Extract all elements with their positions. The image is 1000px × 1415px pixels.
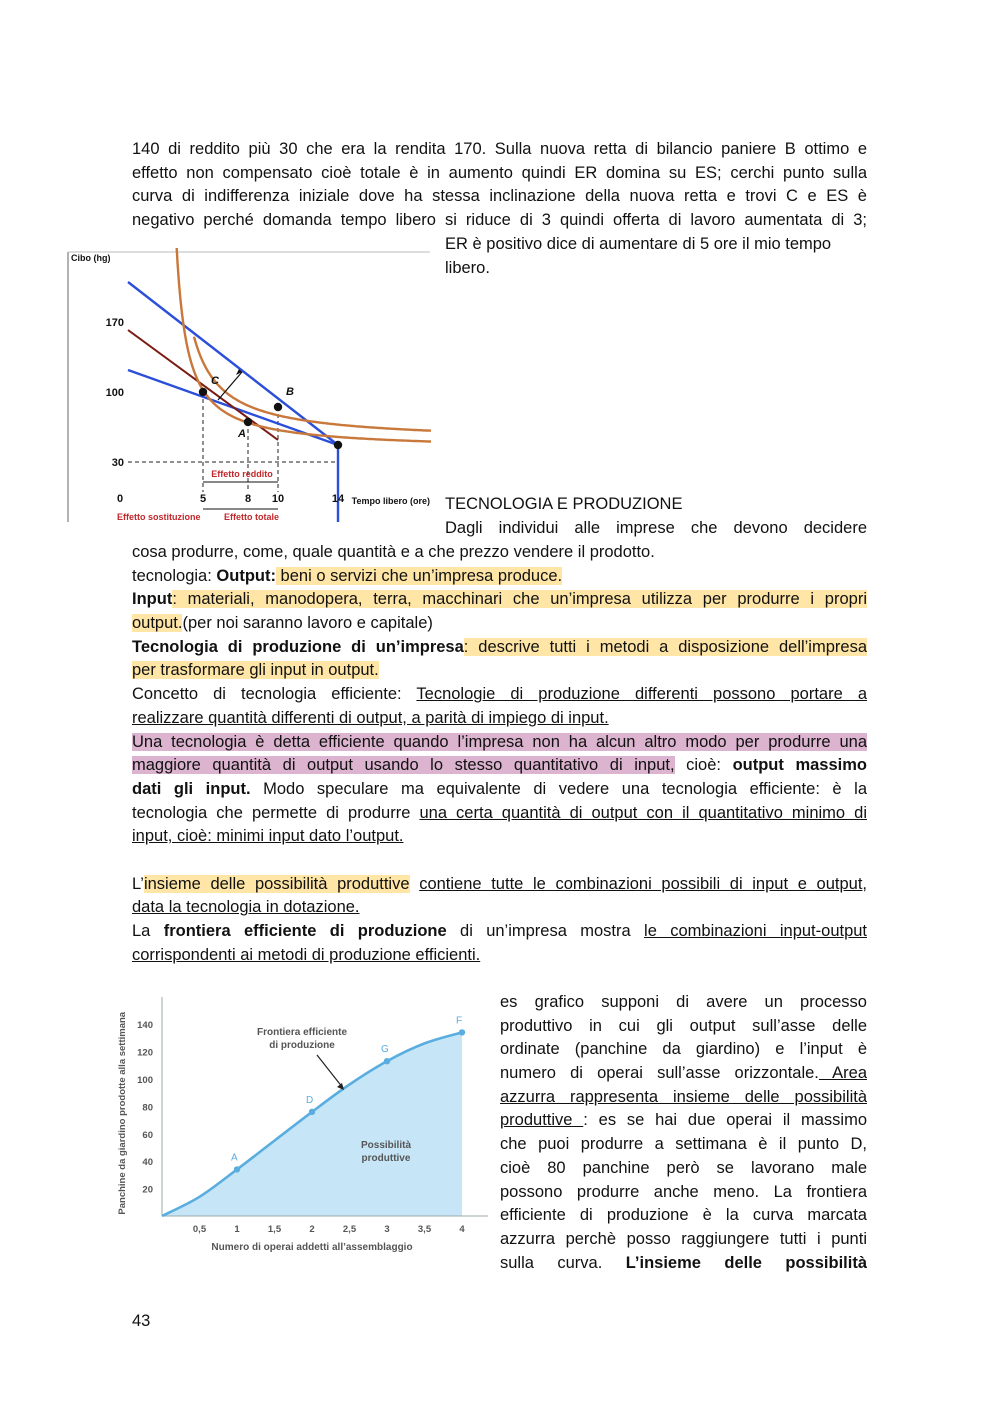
technology-definition [132, 636, 867, 660]
text-line: effetto non compensato cioè totale è in aumento quindi ER domina su ES; cerchi punto sulla [132, 163, 867, 182]
frontier-definition-cont [132, 944, 867, 968]
new-budget-line [128, 282, 338, 522]
frontier-point [384, 1058, 390, 1064]
text-line: cioè 80 panchine però se lavorano male [500, 1158, 867, 1177]
x-tick-label: 2 [309, 1224, 315, 1235]
text-line: che puoi produrre a settimana è il punto D, [500, 1135, 867, 1154]
bold-text: dati gli input. [132, 779, 251, 798]
indifference-curve-1 [175, 248, 432, 442]
text-line: ordinate (panchine da giardino) e l’input è [500, 1040, 867, 1059]
underlined-text: input, cioè: minimi input dato l’output. [132, 827, 404, 846]
point-marker [199, 388, 207, 396]
x-tick-label: 4 [459, 1224, 465, 1235]
technology-def: per trasformare gli input in output. [132, 661, 379, 680]
x-tick-label: 0 [116, 493, 124, 505]
point-label: B [286, 386, 294, 398]
input-def: : materiali, manodopera, terra, macchinari che un’impresa utilizza per produrre i propri [172, 590, 867, 609]
highlighted-text: insieme delle possibilità produttive [143, 874, 410, 893]
text-line [500, 1062, 867, 1086]
text-line: cosa produrre, come, quale quantità e a che prezzo vendere il prodotto. [132, 543, 655, 561]
text-span: sulla curva. [500, 1253, 626, 1272]
technology-term: Tecnologia di produzione di un’impresa [132, 637, 464, 656]
text-line [500, 1086, 867, 1110]
frontier-point [459, 1029, 465, 1035]
input-definition-cont [132, 612, 867, 636]
point-marker [334, 441, 342, 449]
y-tick-label: 100 [137, 1075, 153, 1086]
x-tick-label: 2,5 [342, 1224, 357, 1235]
bold-text: frontiera efficiente di produzione [163, 922, 447, 940]
bold-text: L’insieme delle possibilità [625, 1253, 867, 1272]
text-line: ER è positivo dice di aumentare di 5 ore il mio tempo [445, 235, 832, 253]
y-tick-label: 140 [137, 1020, 153, 1032]
efficient-tech-concept [132, 683, 867, 707]
text-span: Concetto di tecnologia efficiente: [132, 685, 417, 704]
x-tick-label: 1,5 [267, 1224, 282, 1235]
frontier-point [309, 1109, 315, 1115]
point-marker [244, 418, 252, 426]
text-line: possono produrre anche meno. La frontiera [500, 1182, 867, 1201]
leisure-consumption-chart [66, 248, 432, 528]
production-set-definition-cont [132, 896, 867, 920]
y-tick-label: 60 [142, 1129, 153, 1141]
x-axis-label: Numero di operai addetti all’assemblaggio [211, 1242, 413, 1253]
text-line [500, 1109, 867, 1133]
output-definition [132, 565, 867, 589]
underlined-text: contiene tutte le combinazioni possibili di input e output, [419, 874, 867, 893]
text-span: numero di operai sull’asse orizzontale. [500, 1064, 819, 1083]
text-line: produttivo in cui gli output sull’asse delle [500, 1016, 867, 1035]
input-definition [132, 588, 867, 612]
text-line: 140 di reddito più 30 che era la rendita 170. Sulla nuova retta di bilancio paniere B ottimo e [132, 140, 867, 158]
x-tick-label: 3,5 [417, 1224, 432, 1235]
frontier-point-label: F [456, 1015, 463, 1027]
text-line: negativo perché domanda tempo libero si riduce di 3 quindi offerta di lavoro aumentata di 3; [132, 211, 867, 230]
text-span: tecnologia che permette di produrre [132, 803, 420, 822]
underlined-text: azzurra rappresenta insieme delle possibilità [500, 1087, 867, 1106]
underlined-text: una certa quantità di output con il quantitativo minimo di [419, 803, 867, 822]
x-tick-label: 10 [271, 493, 285, 505]
x-tick-label: 3 [384, 1224, 390, 1235]
bold-text: output massimo [732, 756, 867, 775]
intro-paragraph [132, 138, 867, 233]
y-tick-label: 30 [111, 457, 124, 469]
production-possibility-area [162, 1032, 462, 1216]
y-axis-label: Panchine da giardino prodotte alla settimana [117, 1011, 128, 1215]
y-axis-label: Cibo (hg) [71, 253, 111, 263]
text-span: L’ [132, 874, 144, 893]
input-note: (per noi saranno lavoro e capitale) [182, 614, 433, 633]
underlined-text: corrispondenti ai metodi di produzione efficienti. [132, 945, 481, 964]
side-paragraph [500, 991, 867, 1275]
substitution-effect-label: Effetto sostituzione [117, 512, 201, 522]
text-span: La [132, 922, 164, 940]
text-span: Modo speculare ma equivalente di vedere una tecnologia efficiente: è la [250, 779, 867, 798]
indifference-curve-2 [194, 337, 431, 431]
output-term: Output: [216, 566, 276, 585]
text-line: azzurra perchè posso raggiungere tutti i punti [500, 1229, 867, 1248]
income-effect-label: Effetto reddito [211, 469, 273, 479]
x-tick-label: 0,5 [192, 1224, 207, 1235]
intro-paragraph-continued [445, 233, 867, 280]
blank-line [132, 849, 867, 873]
point-label: C [211, 375, 219, 387]
y-tick-label: 40 [142, 1157, 153, 1169]
technology-def: : descrive tutti i metodi a disposizione dell’impresa [463, 637, 867, 656]
frontier-point-label: D [306, 1094, 314, 1106]
text-line [500, 1252, 867, 1276]
efficiency-definition-cont [132, 778, 867, 802]
text-span: : es se hai due operai il massimo [583, 1111, 867, 1130]
frontier-definition [132, 920, 867, 944]
frontier-label: di produzione [269, 1040, 335, 1051]
frontier-point-label: A [231, 1152, 238, 1164]
y-tick-label: 170 [105, 317, 124, 329]
area-label: produttive [361, 1153, 411, 1164]
highlighted-text: maggiore quantità di output usando lo stesso quantitativo di input, [132, 756, 675, 775]
efficiency-definition-cont [132, 825, 867, 849]
section-heading [445, 493, 867, 517]
input-def: output. [132, 614, 183, 633]
underlined-text: Area [818, 1064, 867, 1083]
x-tick-label: 1 [234, 1224, 240, 1235]
text-span: tecnologia: [132, 566, 217, 585]
area-label: Possibilità [360, 1140, 412, 1151]
efficiency-definition [132, 731, 867, 755]
underlined-text: produttive [500, 1111, 584, 1130]
technology-definition-cont [132, 659, 867, 683]
input-term: Input [132, 590, 173, 609]
point-label: A [238, 428, 246, 440]
x-tick-label: 5 [199, 493, 207, 505]
underlined-text: Tecnologie di produzione differenti possono portare a [416, 685, 867, 704]
frontier-label: Frontiera efficiente [256, 1027, 348, 1038]
text-line: libero. [445, 258, 490, 277]
y-tick-label: 120 [137, 1047, 153, 1059]
y-tick-label: 80 [142, 1102, 153, 1114]
x-tick-label: 8 [244, 493, 252, 505]
page-number: 43 [132, 1312, 151, 1330]
underlined-text: le combinazioni input-output [644, 922, 867, 940]
section-title: TECNOLOGIA E PRODUZIONE [445, 495, 683, 513]
highlighted-text: Una tecnologia è detta efficiente quando l’impresa non ha alcun altro modo per produrre una [132, 732, 867, 751]
production-frontier-chart [112, 995, 490, 1257]
y-tick-label: 100 [105, 387, 124, 399]
x-axis-label: Tempo libero (ore) [351, 496, 430, 506]
efficient-tech-concept-cont [132, 707, 867, 731]
text-span: di un’impresa mostra [446, 922, 645, 940]
text-line: efficiente di produzione è la curva marcata [500, 1206, 867, 1225]
frontier-label-arrow [317, 1055, 343, 1088]
point-marker [274, 403, 282, 411]
underlined-text: data la tecnologia in dotazione. [132, 898, 360, 917]
efficiency-definition-cont [132, 802, 867, 826]
text-line: curva di indifferenza iniziale dove ha stessa inclinazione della nuova retta e trovi C e ES è [132, 187, 867, 206]
underlined-text: realizzare quantità differenti di output, a parità di impiego di input. [132, 708, 609, 727]
section-intro-first [445, 517, 867, 541]
output-def: beni o servizi che un’impresa produce. [275, 566, 563, 585]
frontier-point-label: G [381, 1044, 389, 1056]
x-tick-label: 14 [331, 493, 345, 505]
total-effect-label: Effetto totale [224, 512, 279, 522]
text-line: es grafico supponi di avere un processo [500, 993, 867, 1011]
text-span: cioè: [674, 756, 733, 775]
frontier-point [234, 1166, 240, 1172]
production-set-definition [132, 873, 867, 897]
efficiency-definition-cont [132, 754, 867, 778]
y-tick-label: 20 [142, 1184, 153, 1196]
text-line: Dagli individui alle imprese che devono decidere [445, 519, 867, 537]
body-text [132, 541, 867, 967]
